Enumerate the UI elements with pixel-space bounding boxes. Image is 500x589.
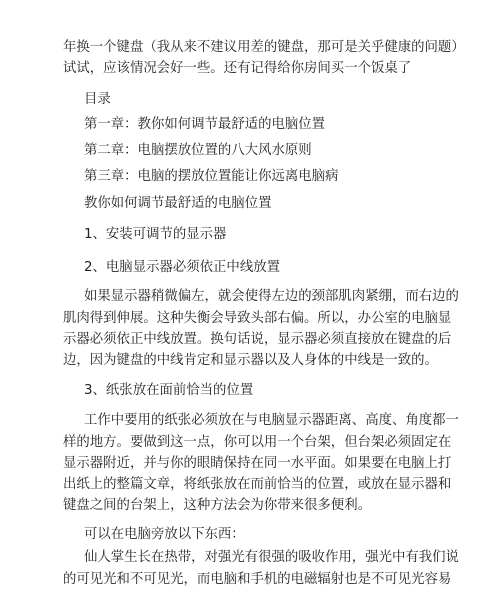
toc-item-chapter-1: 第一章：教你如何调节最舒适的电脑位置 <box>84 117 326 132</box>
paragraph-line: 显示器附近，并与你的眼睛保持在同一水平面。如果要在电脑上打 <box>63 456 452 471</box>
paragraph-line: 仙人掌生长在热带，对强光有很强的吸收作用，强光中有我们说 <box>84 550 459 565</box>
paragraph-line: 样的地方。要做到这一点，你可以用一个台架，但台架必须固定在 <box>63 435 452 450</box>
toc-item-chapter-2: 第二章：电脑摆放位置的八大风水原则 <box>84 143 312 158</box>
paragraph-line: 肌肉得到伸展。这种失衡会导致头部右偏。所以，办公室的电脑显 <box>63 311 452 326</box>
paragraph-line: 工作中要用的纸张必须放在与电脑显示器距离、高度、角度都一 <box>84 413 459 428</box>
paragraph-line: 的可见光和不可见光，而电脑和手机的电磁辐射也是不可见光容易 <box>63 572 452 587</box>
text-line: 年换一个键盘（我从来不建议用差的键盘，那可是关乎健康的问题） <box>63 40 465 55</box>
toc-heading: 目录 <box>84 92 111 107</box>
paragraph-intro: 可以在电脑旁放以下东西： <box>84 527 245 542</box>
subheading-2: 2、电脑显示器必须依正中线放置 <box>84 260 280 275</box>
paragraph-line: 出纸上的整篇文章，将纸张放在而前恰当的位置，或放在显示器和 <box>63 477 452 492</box>
paragraph-line: 边，因为键盘的中线肯定和显示器以及人身体的中线是一致的。 <box>63 353 438 368</box>
toc-item-chapter-3: 第三章：电脑的摆放位置能让你远离电脑病 <box>84 169 339 184</box>
paragraph-line: 示器必须依正中线放置。换句话说，显示器必须直接放在键盘的后 <box>63 332 452 347</box>
paragraph-line: 键盘之间的台架上，这种方法会为你带来很多便利。 <box>63 498 371 513</box>
subheading-1: 1、安装可调节的显示器 <box>84 227 227 242</box>
subheading-3: 3、纸张放在面前恰当的位置 <box>84 383 254 398</box>
section-heading: 教你如何调节最舒适的电脑位置 <box>84 196 272 211</box>
paragraph-line: 如果显示器稍微偏左，就会使得左边的颈部肌肉紧绷，而右边的 <box>84 289 459 304</box>
text-line: 试试，应该情况会好一些。还有记得给你房间买一个饭桌了 <box>63 61 412 76</box>
